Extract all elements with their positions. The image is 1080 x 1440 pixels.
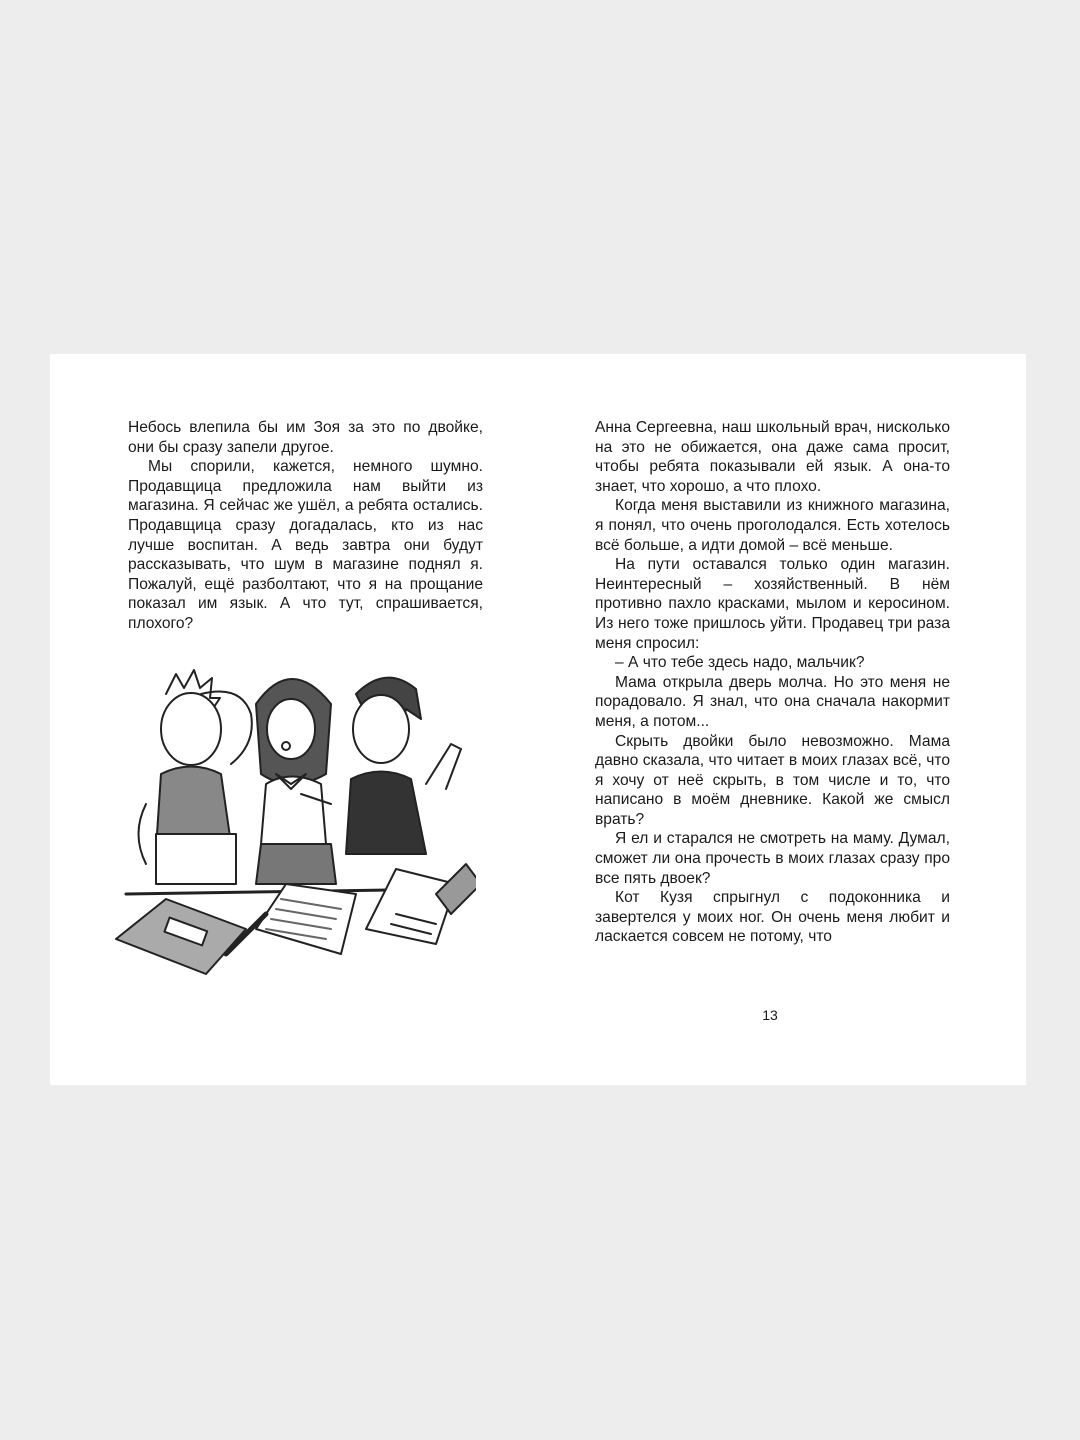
page-number: 13 (762, 1007, 778, 1023)
paragraph: Скрыть двойки было невозможно. Мама давно сказала, что читает в моих глазах всё, что я хочу от неё скрыть, в том числе и то, что написано в моём дневнике. Какой же смысл врать? (595, 732, 950, 828)
paragraph: Когда меня выставили из книжного магазина, я понял, что очень проголодался. Есть хотелось всё больше, а идти домой – всё меньше. (595, 497, 950, 554)
paragraph: Мама открыла дверь молча. Но это меня не порадовало. Я знал, что она сначала накормит меня, а потом... (595, 673, 950, 730)
paragraph: – А что тебе здесь надо, мальчик? (615, 654, 865, 672)
paragraph: Анна Сергеевна, наш школьный врач, нисколько на это не обижается, она даже сама просит, чтобы ребята показывали ей язык. А она-то знает, что хорошо, а что плохо. (595, 419, 950, 495)
paragraph: На пути оставался только один магазин. Неинтересный – хозяйственный. В нём противно пахло красками, мылом и керосином. Из него тоже пришлось уйти. Продавец три раза меня спросил: (595, 556, 950, 652)
right-column (595, 418, 950, 947)
book-spread (50, 354, 1026, 1085)
paragraph: Кот Кузя спрыгнул с подоконника и завертелся у моих ног. Он очень меня любит и ласкается совсем не потому, что (595, 889, 950, 946)
paragraph: Я ел и старался не смотреть на маму. Думал, сможет ли она прочесть в моих глазах сразу про все пять двоек? (595, 830, 950, 887)
paragraph: Небось влепила бы им Зоя за это по двойке, они бы сразу запели другое. (128, 419, 483, 456)
paragraph: Мы спорили, кажется, немного шумно. Продавщица предложила нам выйти из магазина. Я сейчас же ушёл, а ребята остались. Продавщица сразу догадалась, кто из нас лучше воспитан. А ведь завтра они будут рассказывать, что шум в магазине поднял я. Пожалуй, ещё разболтают, что я на прощание показал им язык. А что тут, спрашивается, плохого? (128, 458, 483, 632)
illustration-children-at-counter (106, 654, 476, 984)
left-column (128, 418, 483, 634)
